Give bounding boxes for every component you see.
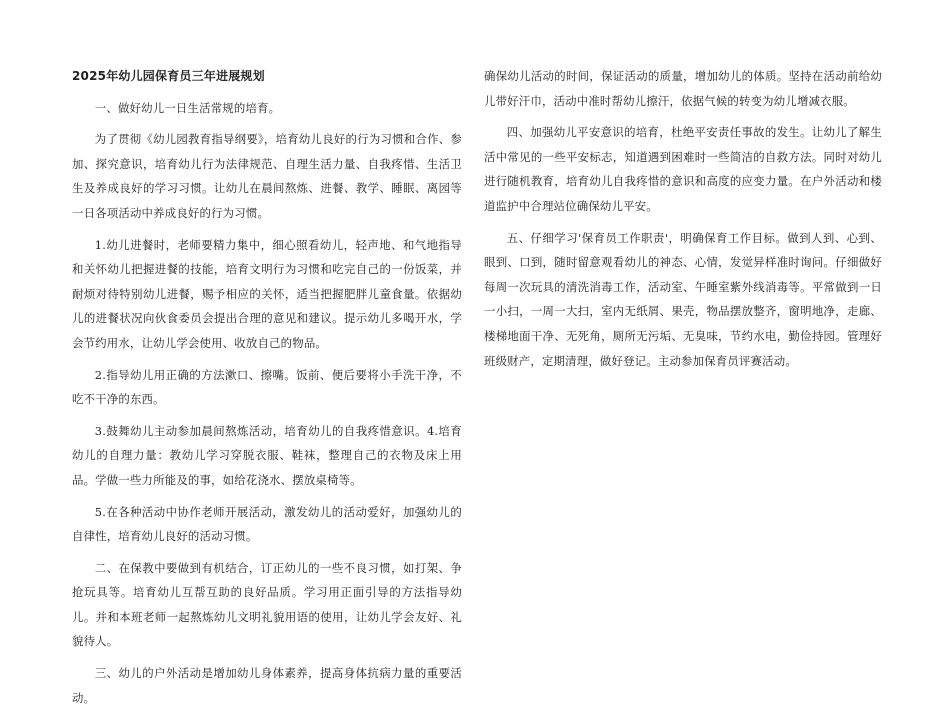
section-heading-1: 一、做好幼儿一日生活常规的培育。	[94, 100, 281, 115]
paragraph-item-5: 5.在各种活动中协作老师开展活动，激发幼儿的活动爱好，加强幼儿的自律性，培育幼儿良好的活动习惯。	[72, 504, 462, 544]
paragraph-section-3: 三、幼儿的户外活动是增加幼儿身体素养，提高身体抗病力量的重要活动。	[72, 666, 462, 705]
paragraph-intro: 为了贯彻《幼儿园教育指导纲要》，培育幼儿良好的行为习惯和合作、参加、探究意识，培育幼儿行为法律规范、自理生活力量、自我疼惜、生活卫生及养成良好的学习习惯。让幼儿在晨间熬炼、进餐、教学、睡眠、离园等一日各项活动中养成良好的行为习惯。	[72, 132, 462, 220]
paragraph-section-5: 五、仔细学习'保育员工作职责'，明确保育工作目标。做到人到、心到、眼到、口到，随时留意观看幼儿的神态、心情，发觉异样准时询问。仔细做好每周一次玩具的清洗消毒工作，活动室、午睡室紫外线消毒等。平常做到一日一小扫，一周一大扫，室内无纸屑、果壳，物品摆放整齐，窗明地净，走廊、楼梯地面干净、无死角，厕所无污垢、无臭味，节约水电，勤俭持园。管理好班级财产，定期清理，做好登记。主动参加保育员评赛活动。	[484, 230, 882, 368]
paragraph-item-2: 2.指导幼儿用正确的方法漱口、擦嘴。饭前、便后要将小手洗干净，不吃不干净的东西。	[72, 367, 462, 407]
paragraph-section-4: 四、加强幼儿平安意识的培育，杜绝平安责任事故的发生。让幼儿了解生活中常见的一些平安标志，知道遇到困难时一些简洁的自救方法。同时对幼儿进行随机教育，培育幼儿自我疼惜的意识和高度的应变力量。在户外活动和楼道监护中合理站位确保幼儿平安。	[484, 125, 882, 213]
document-title: 2025年幼儿园保育员三年进展规划	[72, 69, 265, 83]
right-column	[484, 64, 882, 373]
left-column	[72, 64, 462, 710]
paragraph-item-1: 1.幼儿进餐时，老师要精力集中，细心照看幼儿，轻声地、和气地指导和关怀幼儿把握进餐的技能，培育文明行为习惯和吃完自己的一份饭菜，并耐烦对待特别幼儿进餐，赐予相应的关怀，适当把握肥胖儿童食量。依据幼儿的进餐状况向伙食委员会提出合理的意见和建议。提示幼儿多喝开水，学会节约用水，让幼儿学会使用、收放自己的物品。	[72, 237, 462, 350]
paragraph-item-3-4: 3.鼓舞幼儿主动参加晨间熬炼活动，培育幼儿的自我疼惜意识。4.培育幼儿的自理力量：教幼儿学习穿脱衣服、鞋袜，整理自己的衣物及床上用品。学做一些力所能及的事，如给花浇水、摆放桌椅等。	[72, 423, 462, 487]
paragraph-section-2: 二、在保教中要做到有机结合，订正幼儿的一些不良习惯，如打架、争抢玩具等。培育幼儿互帮互助的良好品质。学习用正面引导的方法指导幼儿。并和本班老师一起熬炼幼儿文明礼貌用语的使用，让幼儿学会友好、礼貌待人。	[72, 560, 462, 649]
paragraph-section-3-continued: 确保幼儿活动的时间，保证活动的质量，增加幼儿的体质。坚持在活动前给幼儿带好汗巾，活动中准时帮幼儿擦汗，依据气候的转变为幼儿增减衣服。	[484, 69, 882, 108]
